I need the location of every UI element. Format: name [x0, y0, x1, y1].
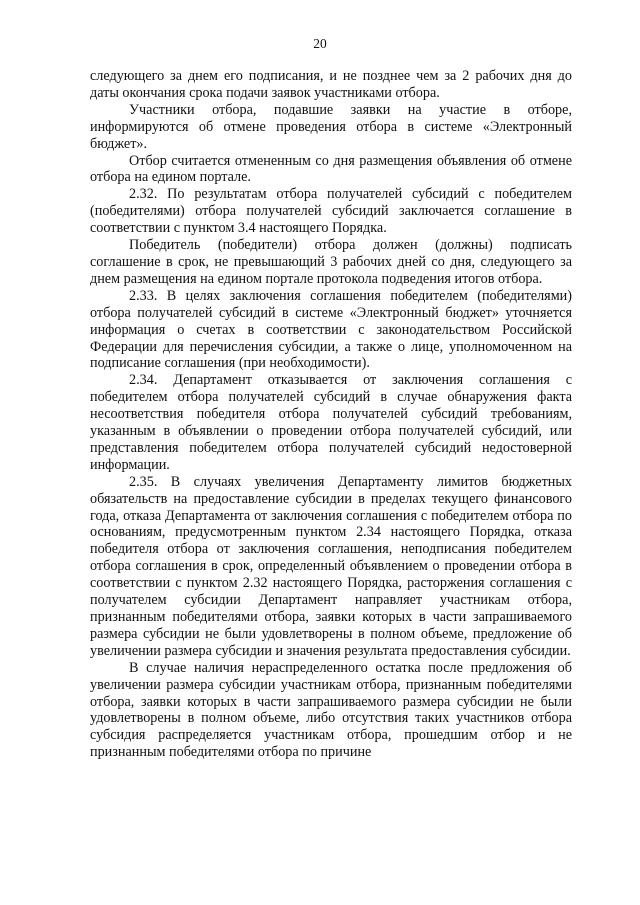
paragraph-selection-cancelled: Отбор считается отмененным со дня размещения объявления об отмене отбора на едином портале.: [90, 152, 572, 186]
paragraph-undistributed-remainder: В случае наличия нераспределенного остатка после предложения об увеличении размера субсидии участникам отбора, признанным победителями отбора, заявки которых в части запрашиваемого размера субсидии не были удовлетворены в полном объеме, либо отсутствия таких участников отбора субсидия распределяется участникам отбора, прошедшим отбор и не признанным победителями отбора по причине: [90, 659, 572, 761]
paragraph-2-34: 2.34. Департамент отказывается от заключения соглашения с победителем отбора получателей субсидий в случае обнаружения факта несоответствия победителя отбора получателей субсидий требованиям, указанным в объявлении о проведении отбора получателей субсидий, или представления победителем отбора получателей субсидий недостоверной информации.: [90, 372, 572, 473]
paragraph-winner-sign-deadline: Победитель (победители) отбора должен (должны) подписать соглашение в срок, не превышающий 3 рабочих дней со дня, следующего за днем размещения на едином портале протокола подведения итогов отбора.: [90, 237, 572, 287]
paragraph-continuation: следующего за днем его подписания, и не позднее чем за 2 рабочих дня до даты окончания срока подачи заявок участниками отбора.: [90, 68, 572, 101]
page-number: 20: [313, 36, 327, 51]
paragraph-2-33: 2.33. В целях заключения соглашения победителем (победителями) отбора получателей субсидий в системе «Электронный бюджет» уточняется информация о счетах в соответствии с законодательством Российской Федерации для перечисления субсидии, а также о лице, уполномоченном на подписание соглашения (при необходимости).: [90, 287, 572, 372]
paragraph-2-35: 2.35. В случаях увеличения Департаменту лимитов бюджетных обязательств на предоставление субсидии в пределах текущего финансового года, отказа Департамента от заключения соглашения с победителем отбора по основаниям, предусмотренным пунктом 2.34 настоящего Порядка, отказа победителя отбора от заключения соглашения, неподписания победителем отбора соглашения в срок, определенный объявлением о проведении отбора в соответствии с пунктом 2.32 настоящего Порядка, расторжения соглашения с получателем субсидии Департамент направляет участникам отбора, признанным победителями отбора, заявки которых в части запрашиваемого размера субсидии не были удовлетворены в полном объеме, предложение об увеличении размера субсидии и значения результата предоставления субсидии.: [90, 473, 572, 659]
paragraph-participants-notified: Участники отбора, подавшие заявки на участие в отборе, информируются об отмене проведения отбора в системе «Электронный бюджет».: [90, 101, 572, 152]
paragraph-2-32: 2.32. По результатам отбора получателей субсидий с победителем (победителями) отбора получателей субсидий заключается соглашение в соответствии с пунктом 3.4 настоящего Порядка.: [90, 186, 572, 237]
document-body: [90, 68, 572, 761]
